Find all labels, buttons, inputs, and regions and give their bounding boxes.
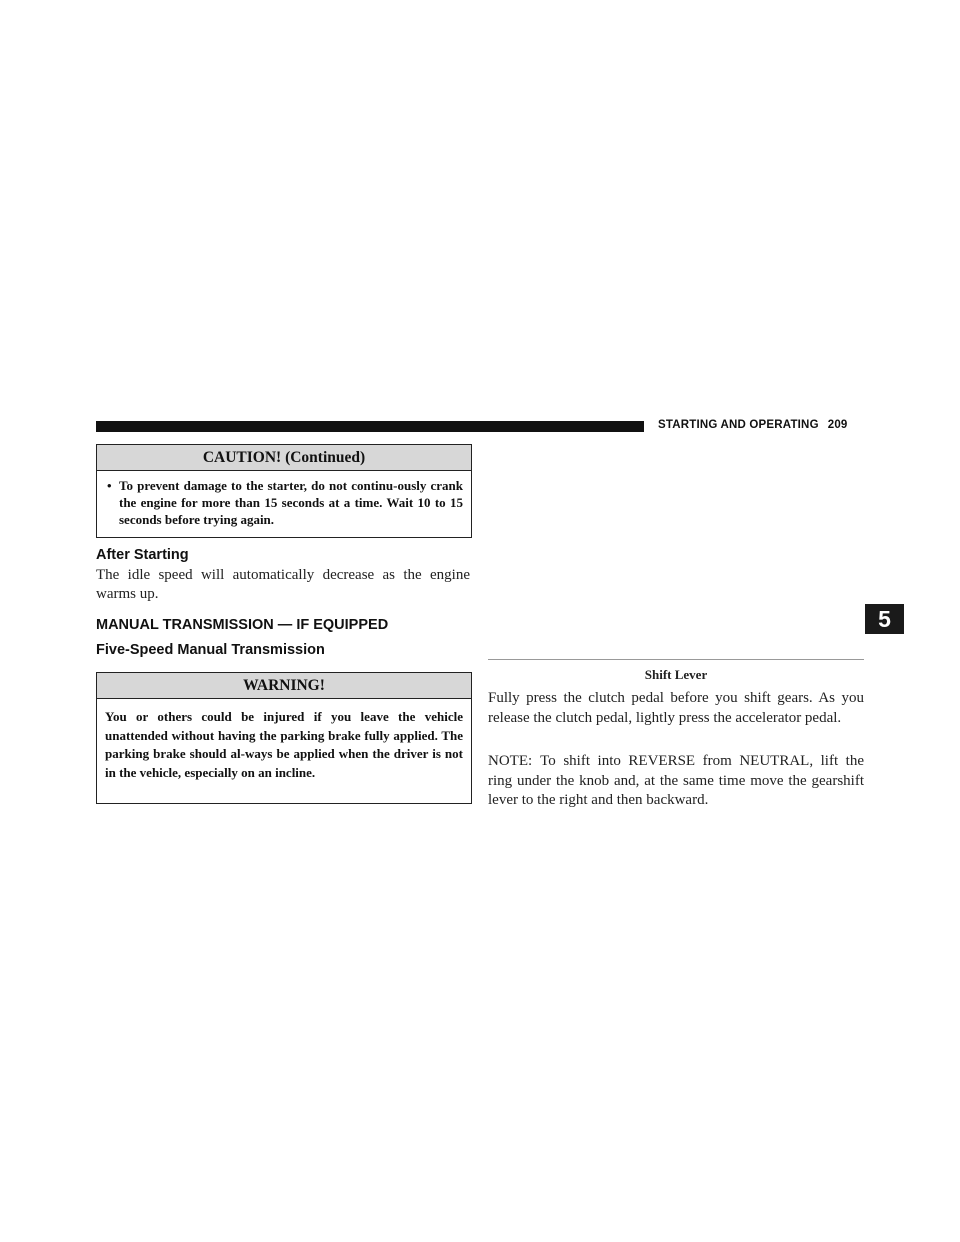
warning-title: WARNING! [97, 673, 471, 699]
running-header [658, 419, 848, 431]
five-speed-subheading: Five-Speed Manual Transmission [96, 642, 325, 658]
chapter-tab: 5 [865, 604, 904, 634]
note-label: NOTE: [488, 753, 533, 769]
after-starting-heading: After Starting [96, 547, 189, 563]
bullet-icon: • [107, 478, 112, 493]
caution-title: CAUTION! (Continued) [97, 445, 471, 471]
caution-box [96, 444, 472, 538]
warning-box [96, 672, 472, 804]
caution-text: To prevent damage to the starter, do not continu-ously crank the engine for more than 15 seconds at a time. Wait 10 to 15 seconds before trying again. [119, 478, 463, 527]
manual-transmission-heading: MANUAL TRANSMISSION — IF EQUIPPED [96, 617, 389, 633]
clutch-paragraph: Fully press the clutch pedal before you shift gears. As you release the clutch pedal, lightly press the accelerator pedal. [488, 690, 864, 726]
after-starting-text: The idle speed will automatically decrease as the engine warms up. [96, 567, 470, 602]
figure-caption: Shift Lever [644, 667, 708, 682]
note-text: To shift into REVERSE from NEUTRAL, lift the ring under the knob and, at the same time move the gearshift lever to the right and then backward. [488, 753, 864, 808]
caution-item [97, 471, 471, 528]
header-rule [96, 421, 644, 432]
figure-rule [488, 659, 864, 660]
section-title: STARTING AND OPERATING [658, 419, 819, 431]
note-paragraph [488, 752, 864, 811]
warning-text: You or others could be injured if you leave the vehicle unattended without having the parking brake fully applied. The parking brake should al-ways be applied when the driver is not in the vehicle, especially on an incline. [105, 709, 463, 780]
page-number: 209 [827, 419, 848, 431]
